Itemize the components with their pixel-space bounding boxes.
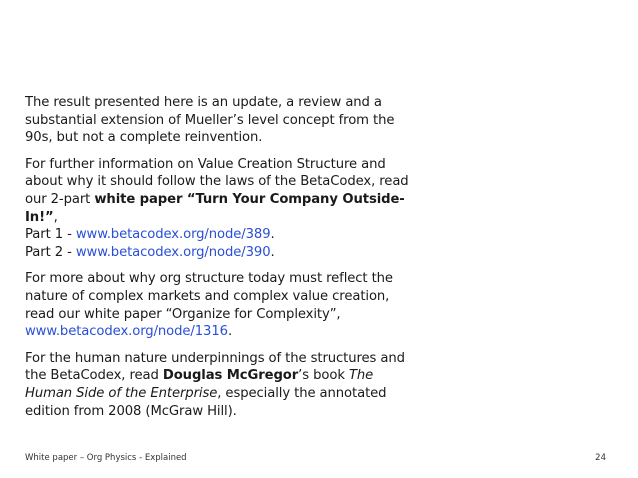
- author-name: Douglas McGregor: [162, 368, 299, 384]
- complexity-end: .: [227, 324, 233, 340]
- part1-label: Part 1 -: [25, 227, 76, 243]
- white-paper-title: white paper “Turn Your Company Outside-In!”: [25, 191, 405, 225]
- paragraph-mcgregor: [25, 350, 415, 420]
- complexity-link[interactable]: www.betacodex.org/node/1316: [25, 324, 228, 340]
- paragraph-complexity: [25, 270, 415, 340]
- main-text: [25, 94, 415, 429]
- part2-link[interactable]: www.betacodex.org/node/390: [75, 244, 271, 260]
- mcgregor-middle: ’s book: [298, 368, 349, 384]
- part1-end: .: [270, 227, 275, 243]
- part2-end: .: [270, 244, 275, 260]
- page-footer: [25, 453, 606, 463]
- book-title: The Human Side of the Enterprise: [25, 368, 374, 401]
- mcgregor-end: , especially the annotated edition from 2008 (McGraw Hill).: [25, 385, 387, 419]
- page-number: 24: [595, 453, 606, 463]
- part2-label: Part 2 -: [25, 244, 76, 260]
- mcgregor-text: For the human nature underpinnings of the structures and the BetaCodex, read: [25, 350, 405, 384]
- intro-text: The result presented here is an update, a review and a substantial extension of Mueller’s level concept from the 90s, but not a complete reinvention.: [25, 95, 395, 146]
- value-creation-text: For further information on Value Creation Structure and about why it should follow the laws of the BetaCodex, read our 2-part: [25, 156, 409, 207]
- part1-link[interactable]: www.betacodex.org/node/389: [75, 227, 271, 243]
- complexity-text: For more about why org structure today must reflect the nature of complex markets and complex value creation, read our white paper “Organize for Complexity”,: [25, 271, 393, 322]
- paragraph-intro: [25, 94, 415, 147]
- footer-title: White paper – Org Physics - Explained: [25, 453, 187, 463]
- value-creation-comma: ,: [53, 209, 58, 225]
- paragraph-value-creation: [25, 156, 415, 262]
